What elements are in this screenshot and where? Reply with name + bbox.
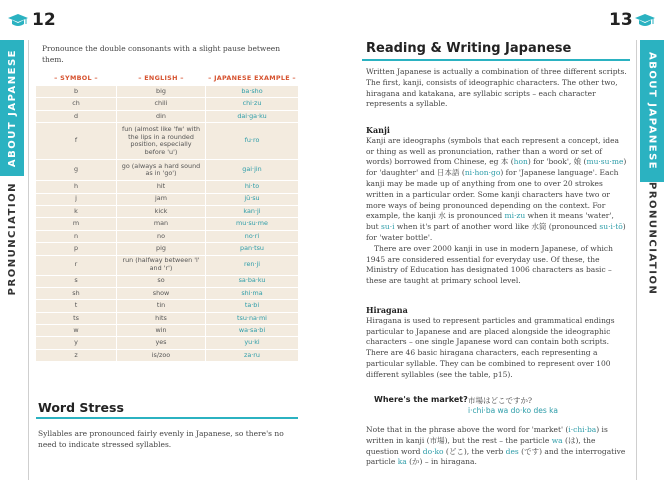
table-row [36, 123, 298, 160]
subsection-label: PRONUNCIATION [646, 182, 658, 296]
example-cell: wa·sa·bi [238, 325, 266, 334]
example-cell: mu·su·me [236, 219, 268, 228]
hiragana-paragraph: Hiragana is used to represent particles and grammatical endings particular to Japanese and are placed alongside the ideographic characters – one single Japanese word can contain both scripts. There are 46 basic hiragana characters, each representing a particular syllable. They can be combined to represent over 100 different syllables (see the table, p15). [366, 315, 615, 379]
column-header-symbol: – SYMBOL – [54, 74, 98, 82]
symbol-cell: f [74, 136, 78, 145]
example-phrase-label: Where's the market? [374, 395, 468, 404]
english-cell: jam [116, 194, 206, 205]
english-cell: tin [116, 300, 206, 311]
symbol-cell: y [74, 338, 78, 347]
table-row [36, 181, 298, 193]
graduation-cap-icon [635, 13, 655, 32]
symbol-cell: g [73, 165, 79, 174]
reading-writing-intro: Written Japanese is actually a combination of three different scripts. The first, kanji, consists of ideographic characters. The other two, hiragana and katakana, are syllabic scripts – each character represents a syllable. [366, 67, 627, 109]
table-row [36, 86, 298, 98]
symbol-cell: r [74, 260, 78, 269]
table-row [36, 288, 298, 300]
table-row [36, 325, 298, 337]
page-number-left: 12 [32, 10, 56, 30]
consonants-intro: Pronounce the double consonants with a slight pause between them. [42, 44, 281, 64]
example-cell: ta·bi [244, 301, 260, 310]
english-cell: big [116, 86, 206, 97]
reading-writing-heading: Reading & Writing Japanese [366, 41, 572, 56]
word-stress-text: Syllables are pronounced fairly evenly in Japanese, so there's no need to indicate stressed syllables. [38, 429, 284, 449]
table-row [36, 160, 298, 181]
word-stress-heading: Word Stress [38, 400, 124, 415]
divider [636, 40, 637, 480]
table-row [36, 111, 298, 123]
table-row [36, 300, 298, 312]
example-cell: hi·to [244, 182, 260, 191]
table-row [36, 218, 298, 230]
example-cell: za·ru [244, 350, 260, 359]
example-cell: sa·ba·ku [238, 276, 266, 285]
example-cell: ba·sho [241, 86, 263, 95]
symbol-cell: p [73, 244, 79, 253]
example-cell: kan·ji [243, 206, 261, 215]
table-row [36, 276, 298, 288]
hiragana-heading: Hiragana [366, 305, 408, 315]
table-row [36, 350, 298, 362]
hiragana-section [366, 305, 628, 381]
subsection-label-right [640, 182, 664, 295]
section-tab-label: ABOUT JAPANESE [646, 51, 658, 171]
english-cell: win [116, 325, 206, 336]
symbol-cell: b [73, 86, 79, 95]
english-cell: fun (almost like 'fw' with the lips in a rounded position, especially before 'u') [116, 123, 206, 159]
example-cell: pan·tsu [240, 244, 264, 253]
graduation-cap-icon [8, 13, 28, 32]
symbol-cell: ts [73, 313, 79, 322]
subsection-label-left [0, 182, 24, 295]
table-row [36, 98, 298, 110]
example-cell: ren·ji [243, 260, 261, 269]
example-cell: shi·ma [241, 288, 263, 297]
section-tab-left[interactable] [0, 40, 24, 176]
english-cell: hit [116, 181, 206, 192]
english-cell: hits [116, 313, 206, 324]
english-cell: show [116, 288, 206, 299]
table-row [36, 243, 298, 255]
note-paragraph: Note that in the phrase above the word for 'market' (i·chi·ba) is written in kanji (市場), but the rest – the particle wa (は), the question word do·ko (どこ), the verb des (です) and the interrogative particle ka (か) – in hiragana. [366, 425, 626, 467]
column-header-english: – ENGLISH – [138, 74, 184, 82]
table-body [36, 86, 298, 362]
english-cell: pig [116, 243, 206, 254]
english-cell: go (always a hard sound as in 'go') [116, 160, 206, 180]
kanji-paragraph: Kanji are ideographs (symbols that each represent a concept, idea or thing as well as pronunciation, rather than a word or set of words) borrowed from Chinese, eg 本 (hon) for 'book', 娘 (mu·su·me) for 'daughter' and 日本語 (ni·hon·go) for 'Japanese language'. Each kanji may be made up of anything from one to over 20 strokes written in a particular order. Some kanji characters have two or more ways of being pronounced depending on the context. For example, the kanji 水 is pronounced mi·zu when it means 'water', but su·i when it's part of another word like 水筒 (pronounced su·i·tō) for 'water bottle'. [366, 135, 627, 242]
symbol-cell: d [73, 111, 79, 120]
consonant-table [36, 72, 298, 362]
page-number-right: 13 [609, 10, 633, 30]
english-cell: no [116, 231, 206, 242]
section-tab-label: ABOUT JAPANESE [6, 48, 18, 168]
column-header-example: – JAPANESE EXAMPLE – [208, 74, 296, 82]
symbol-cell: t [74, 301, 78, 310]
divider [28, 40, 29, 480]
heading-underline [362, 59, 630, 61]
example-phrase-japanese: 市場はどこですか? [468, 396, 533, 405]
example-cell: gai·jin [242, 165, 262, 174]
table-row [36, 231, 298, 243]
example-cell: fu·ro [244, 136, 260, 145]
subsection-label: PRONUNCIATION [6, 182, 18, 296]
example-cell: dai·ga·ku [237, 111, 267, 120]
example-cell: tsu·na·mi [237, 313, 267, 322]
table-header [36, 72, 298, 84]
english-cell: yes [116, 337, 206, 348]
table-row [36, 337, 298, 349]
symbol-cell: k [74, 206, 78, 215]
english-cell: is/zoo [116, 350, 206, 361]
symbol-cell: n [73, 231, 79, 240]
english-cell: chili [116, 98, 206, 109]
symbol-cell: ch [72, 99, 80, 108]
table-row [36, 313, 298, 325]
symbol-cell: j [75, 194, 77, 203]
example-phrase-romaji: i·chi·ba wa do·ko des ka [468, 406, 558, 415]
example-cell: chi·zu [242, 99, 262, 108]
kanji-paragraph-2: There are over 2000 kanji in use in modern Japanese, of which 1945 are considered essential for everyday use. Of these, the Ministry of Education has designated 1006 characters as basic – these are taught at primary school level. [366, 243, 613, 286]
symbol-cell: w [73, 325, 79, 334]
example-cell: jū·su [244, 194, 260, 203]
symbol-cell: s [74, 276, 78, 285]
table-row [36, 194, 298, 206]
example-cell: yu·ki [244, 338, 260, 347]
section-tab-right[interactable] [640, 40, 664, 182]
symbol-cell: z [74, 350, 78, 359]
english-cell: kick [116, 206, 206, 217]
example-cell: no·ri [244, 231, 260, 240]
symbol-cell: h [73, 182, 79, 191]
table-row [36, 256, 298, 276]
table-row [36, 206, 298, 218]
english-cell: din [116, 111, 206, 122]
symbol-cell: m [72, 219, 80, 228]
english-cell: so [116, 276, 206, 287]
symbol-cell: sh [72, 288, 80, 297]
english-cell: man [116, 218, 206, 229]
heading-underline [36, 417, 298, 419]
kanji-section [366, 125, 628, 287]
english-cell: run (halfway between 'l' and 'r') [116, 256, 206, 275]
kanji-heading: Kanji [366, 125, 390, 135]
